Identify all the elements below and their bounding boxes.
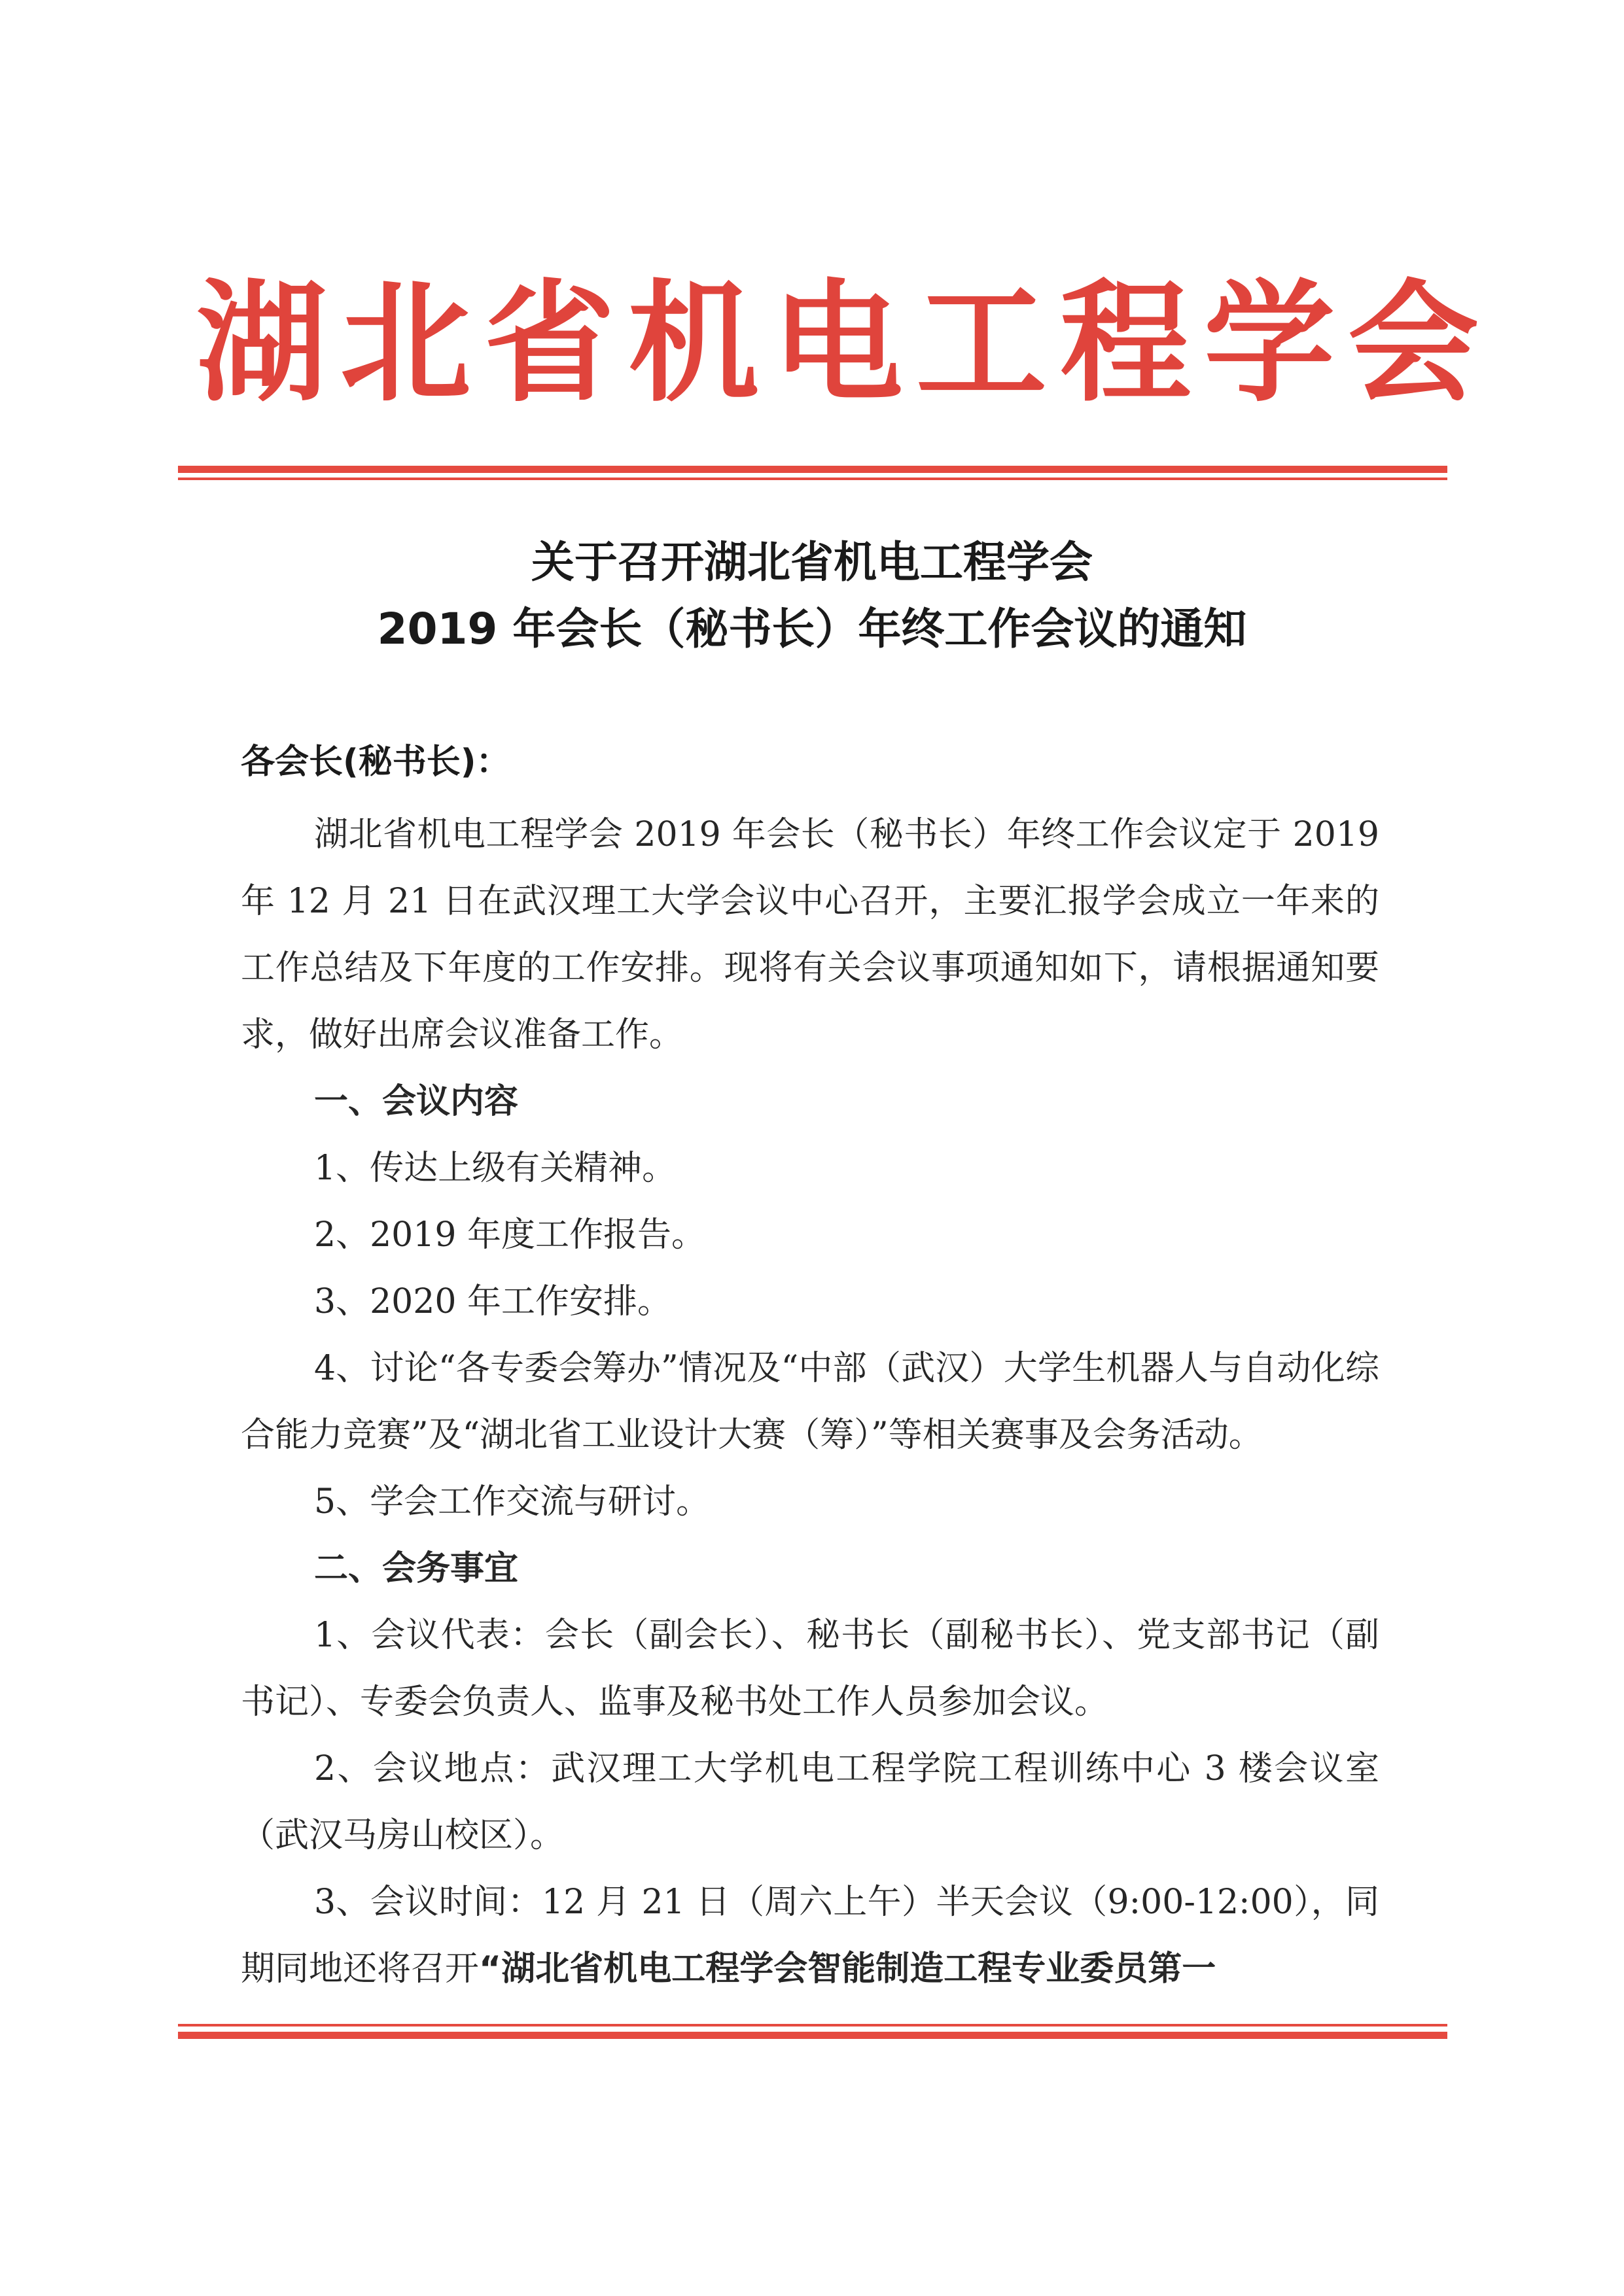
footer-rule-thick — [178, 2032, 1447, 2039]
list-item: 2、会议地点：武汉理工大学机电工程学院工程训练中心 3 楼会议室（武汉马房山校区）。 — [241, 1749, 1379, 1855]
footer-rule-thin — [178, 2024, 1447, 2026]
letterhead-org-name: 湖北省机电工程学会 — [196, 266, 1492, 420]
letterhead-rule-thin — [178, 478, 1447, 480]
intro-paragraph: 湖北省机电工程学会 2019 年会长（秘书长）年终工作会议定于 2019 年 12 月 21 日在武汉理工大学会议中心召开，主要汇报学会成立一年来的工作总结及下年度的工作安排。现将有关会议事项通知如下，请根据通知要求，做好出席会议准备工作。 — [241, 815, 1379, 1054]
notice-title-line2: 2019 年会长（秘书长）年终工作会议的通知 — [377, 604, 1247, 654]
list-item-meeting-time — [241, 1869, 1379, 2002]
list-item: 2、2019 年度工作报告。 — [314, 1215, 705, 1255]
salutation: 各会长(秘书长)： — [241, 742, 510, 782]
list-item: 1、会议代表：会长（副会长）、秘书长（副秘书长）、党支部书记（副书记）、专委会负责人、监事及秘书处工作人员参加会议。 — [241, 1616, 1379, 1722]
section-heading-meeting-affairs: 二、会务事宜 — [314, 1549, 519, 1588]
list-item: 4、讨论“各专委会筹办”情况及“中部（武汉）大学生机器人与自动化综合能力竞赛”及“湖北省工业设计大赛（筹）”等相关赛事及会务活动。 — [241, 1349, 1379, 1455]
list-item: 3、2020 年工作安排。 — [314, 1282, 671, 1321]
notice-body — [241, 801, 1379, 2002]
notice-title-line1: 关于召开湖北省机电工程学会 — [531, 537, 1093, 587]
section-heading-meeting-content: 一、会议内容 — [314, 1082, 519, 1121]
letterhead-rule-thick — [178, 466, 1447, 473]
meeting-time-text: 3、会议时间：12 月 21 日（周六上午）半天会议（9:00-12:00），同期同地还将召开 — [241, 1883, 1379, 1989]
list-item: 5、学会工作交流与研讨。 — [314, 1482, 711, 1522]
list-item: 1、传达上级有关精神。 — [314, 1149, 677, 1188]
meeting-time-concurrent-event: “湖北省机电工程学会智能制造工程专业委员第一 — [479, 1949, 1216, 1989]
